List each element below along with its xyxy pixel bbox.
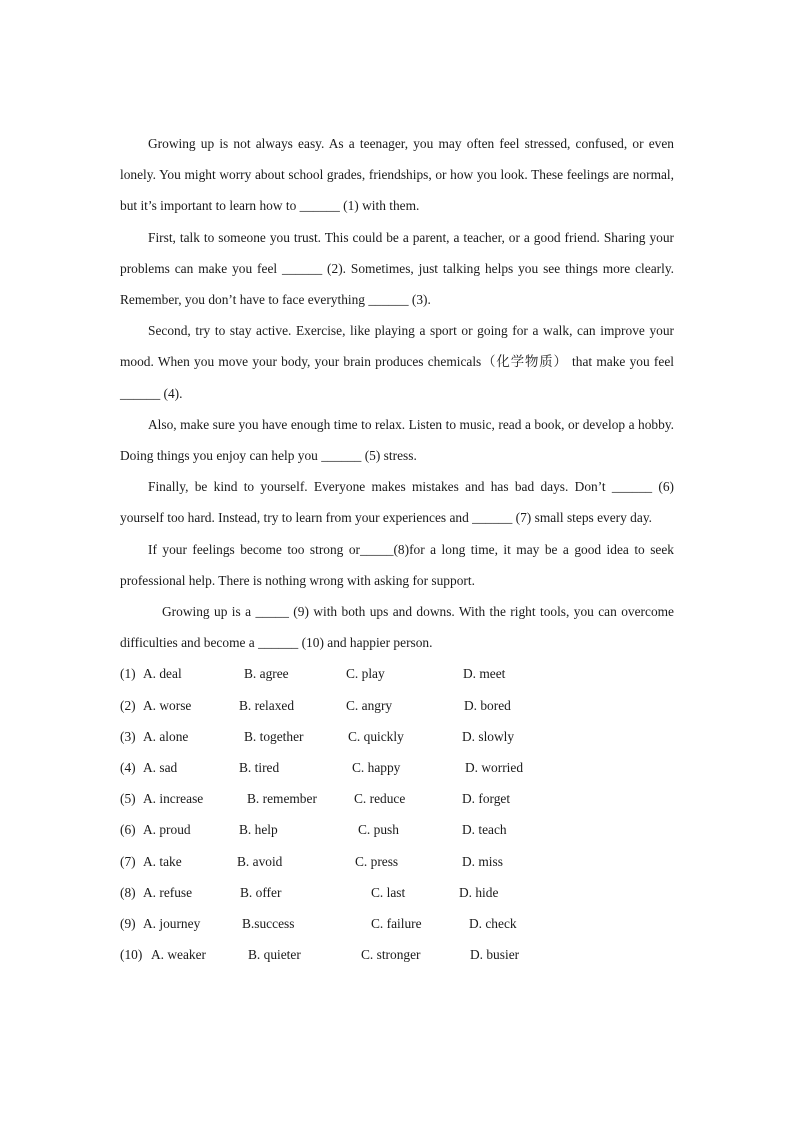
option-d: D. miss <box>462 853 503 869</box>
option-a: A. take <box>143 853 182 869</box>
question-number: (3) <box>120 728 136 744</box>
option-c: C. reduce <box>354 791 406 807</box>
option-b: B. offer <box>240 884 282 900</box>
option-row <box>120 690 674 721</box>
question-number: (4) <box>120 760 136 776</box>
reading-passage <box>120 128 674 658</box>
option-a: A. refuse <box>143 884 193 900</box>
option-d: D. check <box>469 915 517 931</box>
option-d: D. hide <box>459 884 499 900</box>
option-a: A. sad <box>143 760 178 776</box>
answer-options <box>120 658 674 970</box>
option-row <box>120 721 674 752</box>
paragraph-5: Finally, be kind to yourself. Everyone makes mistakes and has bad days. Don’t ______ (6) yourself too hard. Instead, try to learn from your experiences and ______ (7) small steps every day. <box>120 479 674 526</box>
option-c: C. stronger <box>361 947 421 963</box>
question-number: (2) <box>120 697 136 713</box>
option-b: B. agree <box>244 666 289 682</box>
option-d: D. bored <box>464 697 511 713</box>
question-number: (9) <box>120 915 136 931</box>
paragraph-2: First, talk to someone you trust. This could be a parent, a teacher, or a good friend. Sharing your problems can make you feel ______ (2). Sometimes, just talking helps you see things more clearly. Remember, you don’t have to face everything ______ (3). <box>120 229 674 308</box>
option-c: C. angry <box>346 697 393 713</box>
option-row <box>120 752 674 783</box>
option-d: D. worried <box>465 760 524 776</box>
option-row <box>120 908 674 939</box>
option-row <box>120 814 674 845</box>
option-c: C. last <box>371 884 406 900</box>
option-c: C. quickly <box>348 728 404 744</box>
option-b: B. relaxed <box>239 697 295 713</box>
option-row <box>120 846 674 877</box>
paragraph-1: Growing up is not always easy. As a teenager, you may often feel stressed, confused, or even lonely. You might worry about school grades, friendships, or how you look. These feelings are normal, but it’s important to learn how to ______ (1) with them. <box>120 136 674 214</box>
option-row <box>120 658 674 689</box>
option-c: C. press <box>355 853 399 869</box>
paragraph-7: Growing up is a _____ (9) with both ups and downs. With the right tools, you can overcome difficulties and become a ______ (10) and happier person. <box>120 604 674 651</box>
option-d: D. busier <box>470 947 520 963</box>
option-a: A. increase <box>143 791 204 807</box>
question-number: (5) <box>120 791 136 807</box>
option-c: C. failure <box>371 915 422 931</box>
option-a: A. alone <box>143 728 189 744</box>
question-number: (8) <box>120 884 136 900</box>
option-b: B. quieter <box>248 947 301 963</box>
option-c: C. play <box>346 666 385 682</box>
paragraph-3: Second, try to stay active. Exercise, like playing a sport or going for a walk, can improve your mood. When you move your body, your brain produces chemicals（化学物质） that make you feel ______ (4). <box>120 323 674 401</box>
option-d: D. forget <box>462 791 511 807</box>
document-page <box>120 128 674 970</box>
option-row <box>120 877 674 908</box>
option-b: B. remember <box>247 791 317 807</box>
option-a: A. journey <box>143 915 201 931</box>
option-b: B. avoid <box>237 853 283 869</box>
question-number: (10) <box>120 947 143 963</box>
option-a: A. worse <box>143 697 192 713</box>
option-c: C. happy <box>352 760 401 776</box>
option-a: A. proud <box>143 822 191 838</box>
option-b: B.success <box>242 915 295 931</box>
question-number: (7) <box>120 853 136 869</box>
option-c: C. push <box>358 822 399 838</box>
option-d: D. slowly <box>462 728 515 744</box>
question-number: (6) <box>120 822 136 838</box>
option-row <box>120 783 674 814</box>
option-a: A. weaker <box>151 947 207 963</box>
paragraph-4: Also, make sure you have enough time to relax. Listen to music, read a book, or develop a hobby. Doing things you enjoy can help you ______ (5) stress. <box>120 416 674 464</box>
question-number: (1) <box>120 666 136 682</box>
option-row <box>120 939 674 970</box>
option-b: B. together <box>244 728 304 744</box>
option-d: D. teach <box>462 822 507 838</box>
paragraph-6: If your feelings become too strong or_____(8)for a long time, it may be a good idea to seek professional help. There is nothing wrong with asking for support. <box>120 541 674 588</box>
option-b: B. tired <box>239 760 280 776</box>
option-b: B. help <box>239 822 278 838</box>
option-a: A. deal <box>143 666 182 682</box>
option-d: D. meet <box>463 666 506 682</box>
